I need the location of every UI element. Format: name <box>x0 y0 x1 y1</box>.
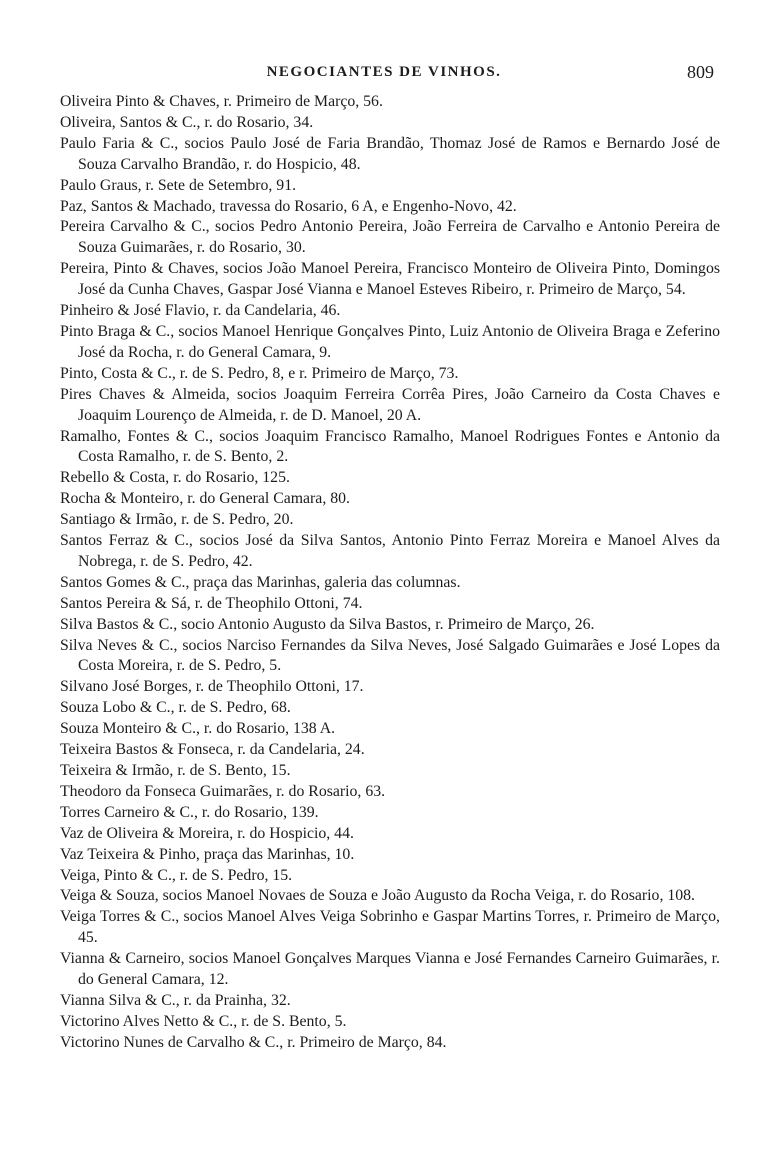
list-item: Oliveira Pinto & Chaves, r. Primeiro de Março, 56. <box>60 93 383 110</box>
list-item: Rocha & Monteiro, r. do General Camara, 80. <box>60 490 350 508</box>
list-item: Santiago & Irmão, r. de S. Pedro, 20. <box>60 511 294 529</box>
page-number: 809 <box>687 62 714 82</box>
list-item: Pinto, Costa & C., r. de S. Pedro, 8, e r. Primeiro de Março, 73. <box>60 364 459 382</box>
list-item: Rebello & Costa, r. do Rosario, 125. <box>60 469 290 487</box>
list-item: Souza Monteiro & C., r. do Rosario, 138 A. <box>60 720 336 738</box>
list-item: Vianna Silva & C., r. da Prainha, 32. <box>60 991 291 1009</box>
list-item: Vaz de Oliveira & Moreira, r. do Hospicio, 44. <box>60 824 354 842</box>
merchant-list <box>60 92 720 1054</box>
list-item: Veiga & Souza, socios Manoel Novaes de Souza e João Augusto da Rocha Veiga, r. do Rosario, 108. <box>60 887 695 905</box>
list-item: Teixeira & Irmão, r. de S. Bento, 15. <box>60 762 291 779</box>
list-item: Oliveira, Santos & C., r. do Rosario, 34. <box>60 113 314 131</box>
list-item: Santos Gomes & C., praça das Marinhas, galeria das columnas. <box>60 573 461 591</box>
list-item: Teixeira Bastos & Fonseca, r. da Candelaria, 24. <box>60 741 365 759</box>
list-item: Torres Carneiro & C., r. do Rosario, 139. <box>60 803 319 821</box>
list-item: Vaz Teixeira & Pinho, praça das Marinhas, 10. <box>60 845 355 863</box>
list-item: Vianna & Carneiro, socios Manoel Gonçalves Marques Vianna e José Fernandes Carneiro Guimarães, r. do General Camara, 12. <box>60 950 720 989</box>
list-item: Pinto Braga & C., socios Manoel Henrique Gonçalves Pinto, Luiz Antonio de Oliveira Braga e Zeferino José da Rocha, r. do General Camara, 9. <box>60 322 720 361</box>
list-item: Pereira Carvalho & C., socios Pedro Antonio Pereira, João Ferreira de Carvalho e Antonio Pereira de Souza Guimarães, r. do Rosario, 30. <box>60 218 720 257</box>
list-item: Veiga, Pinto & C., r. de S. Pedro, 15. <box>60 866 293 884</box>
list-item: Ramalho, Fontes & C., socios Joaquim Francisco Ramalho, Manoel Rodrigues Fontes e Antonio da Costa Ramalho, r. de S. Bento, 2. <box>60 427 720 466</box>
list-item: Pires Chaves & Almeida, socios Joaquim Ferreira Corrêa Pires, João Carneiro da Costa Chaves e Joaquim Lourenço de Almeida, r. de D. Manoel, 20 A. <box>60 385 720 424</box>
list-item: Souza Lobo & C., r. de S. Pedro, 68. <box>60 699 291 717</box>
page-title: NEGOCIANTES DE VINHOS. <box>266 64 502 80</box>
list-item: Pereira, Pinto & Chaves, socios João Manoel Pereira, Francisco Monteiro de Oliveira Pinto, Domingos José da Cunha Chaves, Gaspar José Vianna e Manoel Esteves Ribeiro, r. Primeiro de Março, 54. <box>60 260 720 299</box>
list-item: Theodoro da Fonseca Guimarães, r. do Rosario, 63. <box>60 782 386 800</box>
list-item: Pinheiro & José Flavio, r. da Candelaria, 46. <box>60 302 341 320</box>
list-item: Victorino Nunes de Carvalho & C., r. Primeiro de Março, 84. <box>60 1033 447 1051</box>
list-item: Veiga Torres & C., socios Manoel Alves Veiga Sobrinho e Gaspar Martins Torres, r. Primeiro de Março, 45. <box>60 908 720 947</box>
list-item: Santos Ferraz & C., socios José da Silva Santos, Antonio Pinto Ferraz Moreira e Manoel Alves da Nobrega, r. de S. Pedro, 42. <box>60 532 720 570</box>
list-item: Santos Pereira & Sá, r. de Theophilo Ottoni, 74. <box>60 594 363 612</box>
list-item: Paulo Faria & C., socios Paulo José de Faria Brandão, Thomaz José de Ramos e Bernardo José de Souza Carvalho Brandão, r. do Hospicio, 48. <box>60 134 720 173</box>
list-item: Silvano José Borges, r. de Theophilo Ottoni, 17. <box>60 678 364 696</box>
list-item: Paz, Santos & Machado, travessa do Rosario, 6 A, e Engenho-Novo, 42. <box>60 197 517 215</box>
list-item: Silva Neves & C., socios Narciso Fernandes da Silva Neves, José Salgado Guimarães e José Lopes da Costa Moreira, r. de S. Pedro, 5. <box>60 636 720 675</box>
page-header <box>0 62 768 86</box>
list-item: Paulo Graus, r. Sete de Setembro, 91. <box>60 176 297 194</box>
list-item: Silva Bastos & C., socio Antonio Augusto da Silva Bastos, r. Primeiro de Março, 26. <box>60 615 595 633</box>
list-item: Victorino Alves Netto & C., r. de S. Bento, 5. <box>60 1012 347 1030</box>
